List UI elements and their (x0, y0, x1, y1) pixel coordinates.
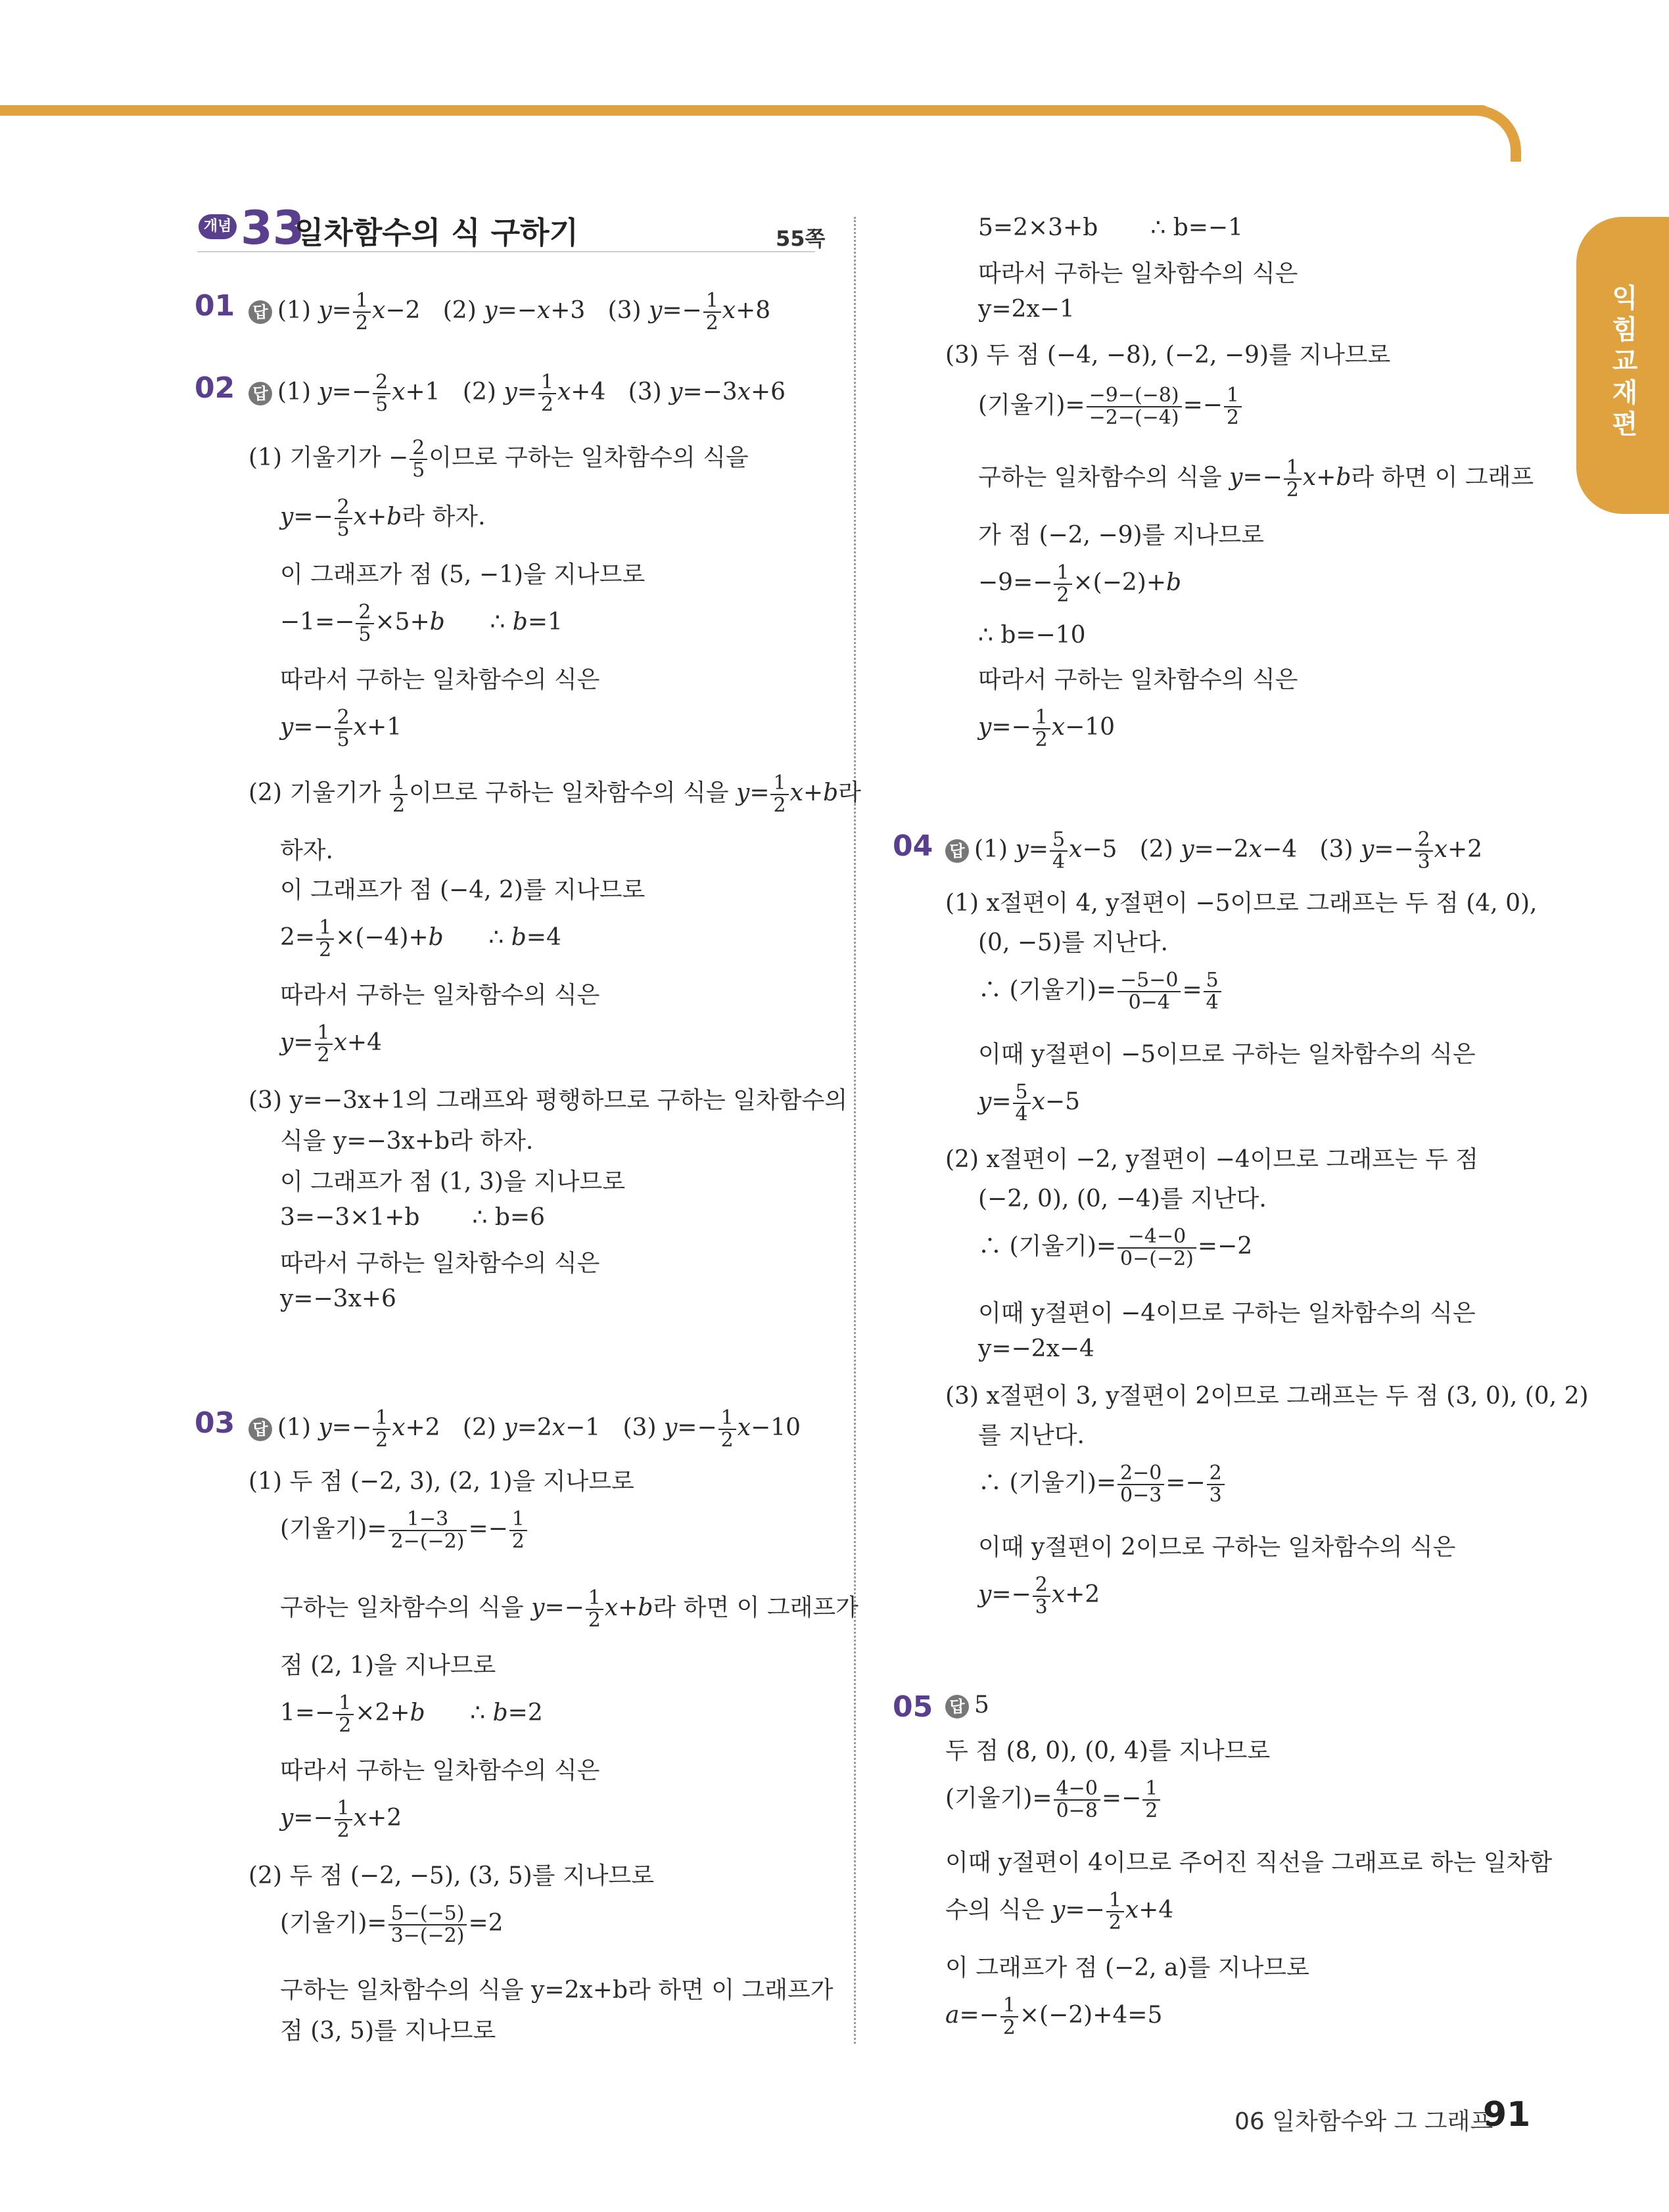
problem-number-02: 02 (195, 371, 235, 405)
p02-s2-result: y= $\frac{1}{2}$ x+4 (280, 1021, 382, 1067)
p02-s1-result: y=− $\frac{2}{5}$ x+1 (280, 706, 402, 751)
p02-s2-let: 하자. (280, 837, 333, 864)
answer-line-02: 답 (1) y=− $\frac{2}{5}$ x+1 (2) y= $\frac{1}{2}$ x+4 (3) y=−3x+6 (248, 372, 786, 415)
p02-s1-intro: (1) 기울기가 − $\frac{2}{5}$ 이므로 구하는 일차함수의 식을 (248, 436, 749, 482)
p02-s2-eq: 2= $\frac{1}{2}$ ×(−4)+b ∴ b=4 (280, 916, 561, 961)
p04-s2-intro: (2) x절편이 −2, y절편이 −4이므로 그래프는 두 점 (945, 1146, 1478, 1173)
p03-s3-passes: 가 점 (−2, −9)를 지나므로 (978, 522, 1264, 549)
p02-s3-result: y=−3x+6 (280, 1285, 396, 1312)
p04-s1-result: y= $\frac{5}{4}$ x−5 (978, 1080, 1080, 1126)
p05-yint: 이때 y절편이 4이므로 주어진 직선을 그래프로 하는 일차함 (945, 1849, 1553, 1876)
p05-yint2: 수의 식은 y=− $\frac{1}{2}$ x+4 (945, 1889, 1174, 1934)
p04-s2-slope: ∴ (기울기)= $\frac{-4-0}{0-(-2)}$ =−2 (978, 1225, 1253, 1270)
p02-s3-let: 식을 y=−3x+b라 하자. (280, 1128, 534, 1155)
p04-s3-result: y=− $\frac{2}{3}$ x+2 (978, 1573, 1100, 1619)
answer-line-01: 답 (1) y= $\frac{1}{2}$ x−2 (2) y=−x+3 (3) y=− $\frac{1}{2}$ x+8 (248, 290, 770, 334)
p03-s3-therefore: 따라서 구하는 일차함수의 식은 (978, 666, 1298, 693)
p04-s3-intro: (3) x절편이 3, y절편이 2이므로 그래프는 두 점 (3, 0), (0, 2) (945, 1383, 1589, 1410)
p03-s3-slope: (기울기)= $\frac{-9-(-8)}{-2-(-4)}$ =− $\frac{1}{2}$ (978, 385, 1243, 428)
chapter-label: 06 일차함수와 그 그래프 (1234, 2108, 1493, 2135)
p04-s2-result: y=−2x−4 (978, 1335, 1094, 1362)
concept-number: 33 (241, 201, 305, 255)
answer-mark: 답 (248, 300, 272, 324)
p04-s2-intro2: (−2, 0), (0, −4)를 지난다. (978, 1186, 1267, 1212)
p03-s1-result: y=− $\frac{1}{2}$ x+2 (280, 1797, 402, 1842)
concept-badge: 개념 (199, 214, 237, 239)
problem-number-05: 05 (893, 1690, 933, 1724)
p03-s2-slope: (기울기)= $\frac{5-(-5)}{3-(-2)}$ =2 (280, 1902, 504, 1947)
p02-s2-intro: (2) 기울기가 $\frac{1}{2}$ 이므로 구하는 일차함수의 식을 y= $\frac{1}{2}$ x+b라 (248, 772, 861, 817)
column-divider (854, 217, 856, 2044)
p04-s3-slope: ∴ (기울기)= $\frac{2-0}{0-3}$ =− $\frac{2}{3}$ (978, 1463, 1226, 1506)
p05-slope: (기울기)= $\frac{4-0}{0-8}$ =− $\frac{1}{2}$ (945, 1778, 1162, 1822)
answer-line-04: 답 (1) y= $\frac{5}{4}$ x−5 (2) y=−2x−4 (3) y=− $\frac{2}{3}$ x+2 (945, 829, 1482, 873)
p02-s3-passes: 이 그래프가 점 (1, 3)을 지나므로 (280, 1168, 626, 1195)
p04-s1-slope: ∴ (기울기)= $\frac{-5-0}{0-4}$ = $\frac{5}{4}$ (978, 970, 1223, 1013)
p03-s3-b: ∴ b=−10 (978, 622, 1086, 649)
p03-s1-intro: (1) 두 점 (−2, 3), (2, 1)을 지나므로 (248, 1468, 634, 1495)
p04-s2-yint: 이때 y절편이 −4이므로 구하는 일차함수의 식은 (978, 1300, 1476, 1327)
p02-s3-eq: 3=−3×1+b ∴ b=6 (280, 1204, 545, 1231)
problem-number-01: 01 (195, 289, 235, 323)
p03-s3-result: y=− $\frac{1}{2}$ x−10 (978, 706, 1116, 751)
answer-mark: 답 (945, 1695, 969, 1718)
answer-mark: 답 (945, 839, 969, 863)
p04-s1-yint: 이때 y절편이 −5이므로 구하는 일차함수의 식은 (978, 1041, 1476, 1068)
answer-mark: 답 (248, 382, 272, 405)
p03-s1-slope: (기울기)= $\frac{1-3}{2-(-2)}$ =− $\frac{1}{2}$ (280, 1509, 529, 1552)
p02-s2-passes: 이 그래프가 점 (−4, 2)를 지나므로 (280, 877, 646, 904)
p02-s3-therefore: 따라서 구하는 일차함수의 식은 (280, 1250, 600, 1277)
p03-s3-let: 구하는 일차함수의 식을 y=− $\frac{1}{2}$ x+b라 하면 이 그래프 (978, 456, 1534, 501)
answer-mark: 답 (248, 1417, 272, 1441)
p03-s2-eq: 5=2×3+b ∴ b=−1 (978, 214, 1243, 241)
p02-s1-therefore: 따라서 구하는 일차함수의 식은 (280, 666, 600, 693)
p02-s1-eq: −1=− $\frac{2}{5}$ ×5+b ∴ b=1 (280, 601, 563, 646)
p02-s3-intro: (3) y=−3x+1의 그래프와 평행하므로 구하는 일차함수의 (248, 1087, 848, 1114)
page-number: 91 (1483, 2095, 1531, 2134)
p05-intro: 두 점 (8, 0), (0, 4)를 지나므로 (945, 1738, 1271, 1764)
p03-s2-intro: (2) 두 점 (−2, −5), (3, 5)를 지나므로 (248, 1862, 654, 1889)
p02-s1-passes: 이 그래프가 점 (5, −1)을 지나므로 (280, 561, 646, 588)
answer-line-03: 답 (1) y=− $\frac{1}{2}$ x+2 (2) y=2x−1 (3) y=− $\frac{1}{2}$ x−10 (248, 1408, 801, 1451)
top-accent-bar (0, 105, 1492, 116)
title-rule (197, 251, 815, 252)
p03-s1-passes: 점 (2, 1)을 지나므로 (280, 1652, 496, 1679)
problem-number-04: 04 (893, 829, 933, 863)
page-reference: 55쪽 (776, 226, 826, 251)
top-accent-curve (1453, 105, 1521, 162)
p03-s2-passes: 점 (3, 5)를 지나므로 (280, 2017, 496, 2044)
p03-s3-eq: −9=− $\frac{1}{2}$ ×(−2)+b (978, 561, 1182, 607)
p03-s2-result: y=2x−1 (978, 296, 1075, 323)
p04-s1-intro2: (0, −5)를 지난다. (978, 929, 1168, 956)
p02-s2-therefore: 따라서 구하는 일차함수의 식은 (280, 982, 600, 1009)
p03-s3-intro: (3) 두 점 (−4, −8), (−2, −9)를 지나므로 (945, 342, 1391, 369)
p03-s1-therefore: 따라서 구하는 일차함수의 식은 (280, 1757, 600, 1784)
p03-s2-let: 구하는 일차함수의 식을 y=2x+b라 하면 이 그래프가 (280, 1977, 834, 2004)
p03-s1-let: 구하는 일차함수의 식을 y=− $\frac{1}{2}$ x+b라 하면 이 그래프가 (280, 1586, 858, 1632)
side-tab-label: 익힘교재편 (1612, 283, 1638, 440)
p03-s1-eq: 1=− $\frac{1}{2}$ ×2+b ∴ b=2 (280, 1692, 543, 1737)
problem-number-03: 03 (195, 1406, 235, 1440)
p05-passes: 이 그래프가 점 (−2, a)를 지나므로 (945, 1954, 1309, 1981)
p04-s1-intro: (1) x절편이 4, y절편이 −5이므로 그래프는 두 점 (4, 0), (945, 890, 1538, 917)
p04-s3-intro2: 를 지난다. (978, 1422, 1085, 1449)
page-title: 일차함수의 식 구하기 (294, 215, 578, 250)
answer-line-05: 답 5 (945, 1692, 989, 1718)
p04-s3-yint: 이때 y절편이 2이므로 구하는 일차함수의 식은 (978, 1534, 1456, 1561)
p02-s1-let: y=− $\frac{2}{5}$ x+b라 하자. (280, 495, 486, 541)
p03-s2-therefore: 따라서 구하는 일차함수의 식은 (978, 260, 1298, 287)
p05-eq: a=− $\frac{1}{2}$ ×(−2)+4=5 (945, 1994, 1163, 2039)
